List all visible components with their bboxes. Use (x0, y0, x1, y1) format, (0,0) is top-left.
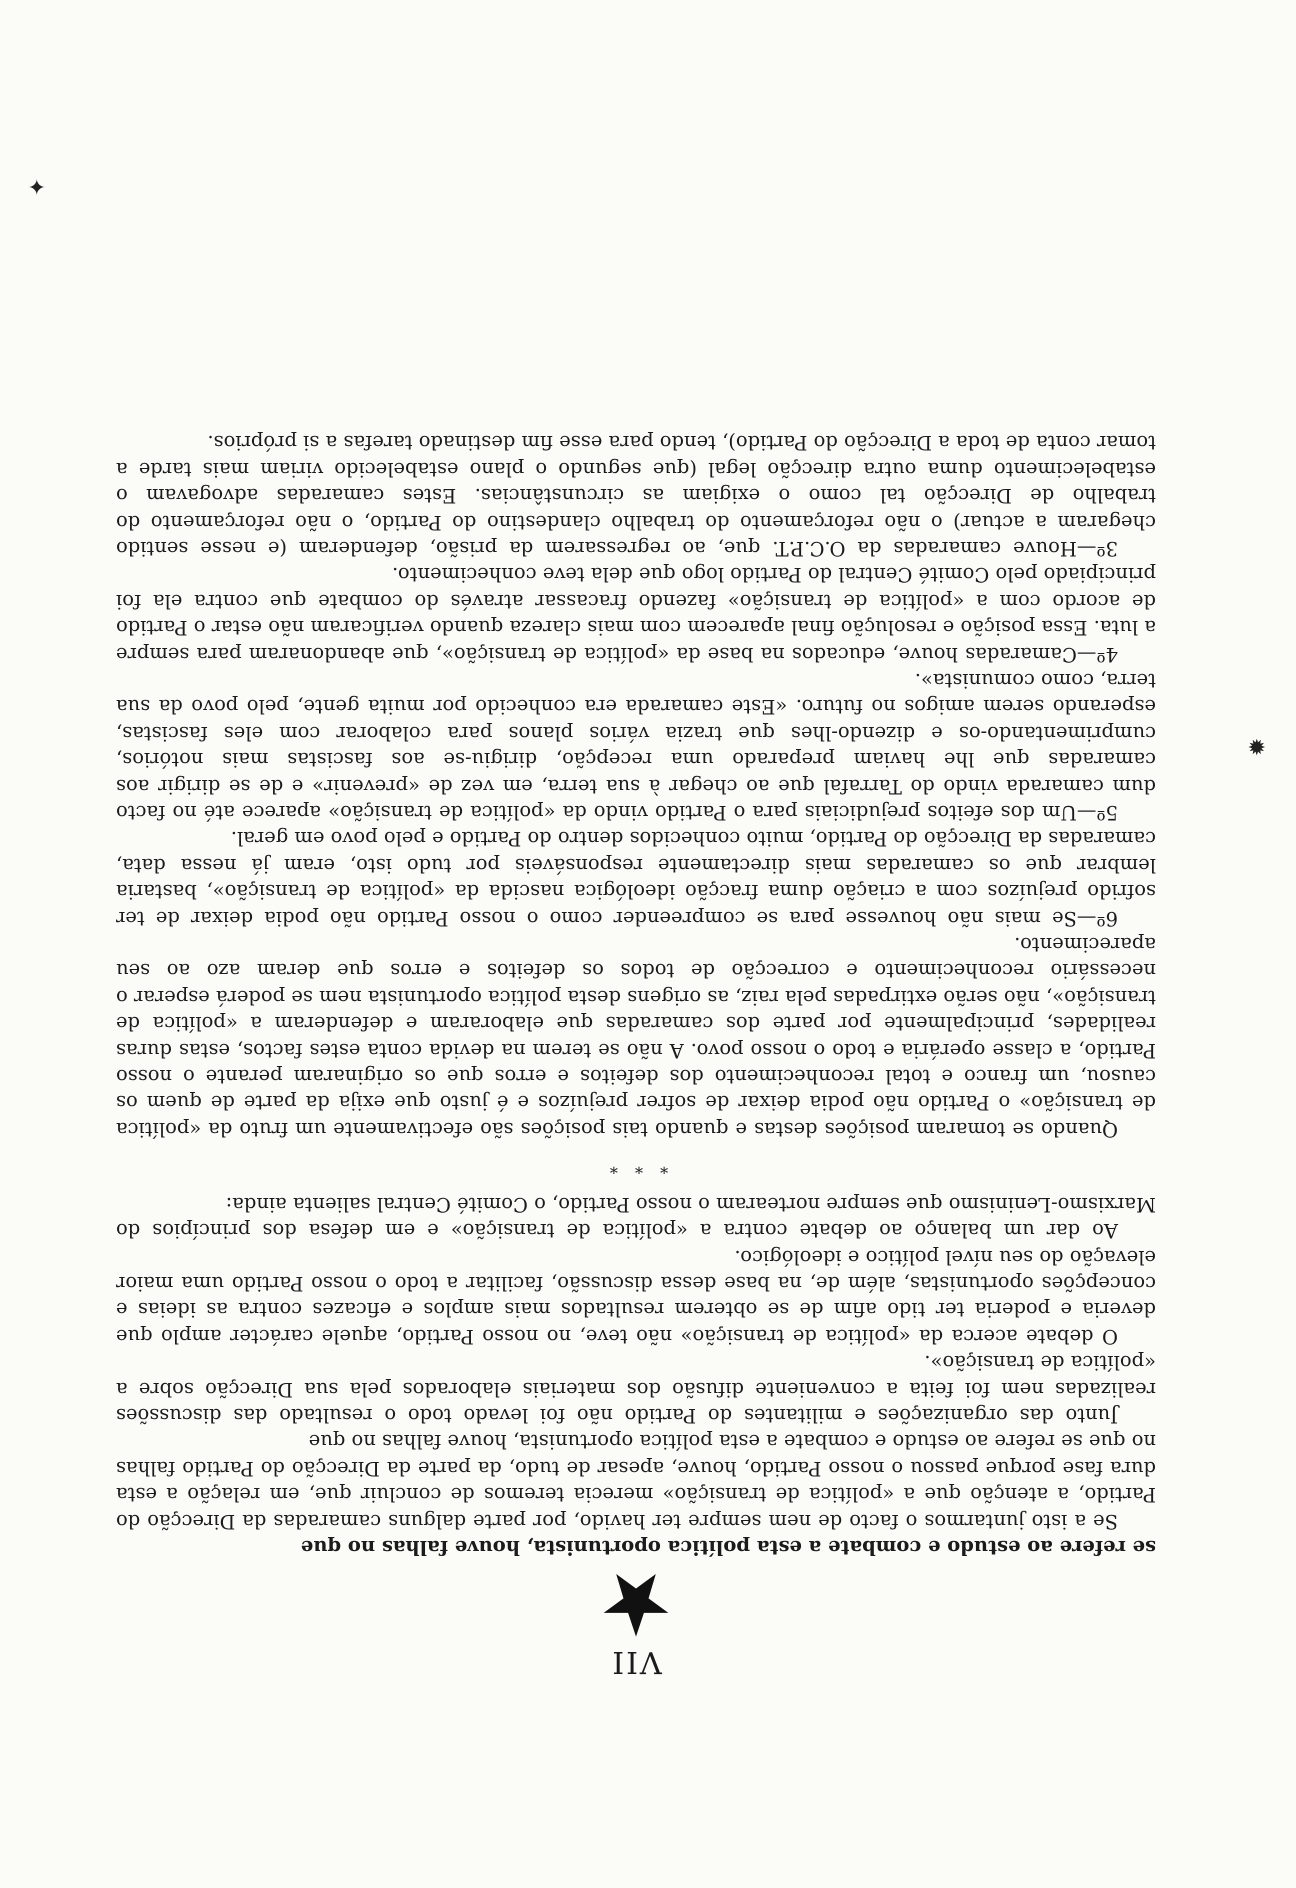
paragraph-6: 6º—Se mais não houvesse para se compreender como o nosso Partido não podia deixar de ter sofrido prejuízos com a criação duma fracção ideológica nascida da «política de transição», bastaria lembrar que os camaradas mais directamente responsáveis por tudo isto, eram já nessa data, camaradas da Direcção do Partido, muito conhecidos dentro do Partido e pelo povo em geral. (116, 827, 1156, 930)
section-separator: * * * (603, 1158, 669, 1178)
page-content (116, 429, 1156, 1678)
paragraph-9: 3º—Houve camaradas da O.C.P.T. que, ao regressarem da prisão, defenderam (e nesse sentido chegaram a actuar) o não reforçamento do trabalho clandestino do Partido, o não reforçamento do trabalho de Direcção tal como o exigiam as circunstâncias. Estes camaradas advogavam o estabelecimento duma outra direcção legal (que segundo o plano estabelecido viriam mais tarde a tomar conta de toda a Direcção do Partido), tendo para esse fim destinado tarefas a si próprios. (116, 431, 1156, 560)
paragraph-lead-in: se refere ao estudo e combate a esta política oportunista, houve falhas no que (300, 1536, 1156, 1559)
page-speck: ✹ (1247, 733, 1266, 758)
paragraph-3: O debate acerca da «política de transição» não teve, no nosso Partido, aquele carácter amplo que deveria e poderia ter tido afim de se obterem resultados mais amplos e eficazes contra as ideias e concepções oportunistas, além de, na base dessa discussão, facilitar a todo o nosso Partido uma maior elevação do seu nível político e ideológico. (116, 1245, 1156, 1348)
paragraph-2: Junto das organizações e militantes do Partido não foi levado todo o resultado das discussões realizadas nem foi feita a conveniente difusão dos materiais elaborados pela sua Direcção sobre a «política de transição». (116, 1351, 1156, 1427)
paragraph-1: Se a isto juntarmos o facto de nem sempre ter havido, por parte dalguns camaradas da Direcção do Partido, a atenção que a «política de transição» merecia teremos de concluir que, em relação a esta dura fase porque passou o nosso Partido, houve, apesar de tudo, da parte da Direcção do Partido falhas no que se refere ao estudo e combate a esta política oportunista, houve falhas no que (116, 1430, 1156, 1533)
page-number: VII (610, 1644, 662, 1679)
paragraph-4: Ao dar um balanço ao debate contra a «política de transição» e em defesa dos princípios do Marxismo-Leninismo que sempre nortearam o nosso Partido, o Comité Central salienta ainda: (116, 1192, 1156, 1243)
ornament (116, 1568, 1156, 1638)
page-speck: ✦ (27, 173, 46, 198)
paragraph-8: 4º—Camaradas houve, educados na base da «política de transição», que abandonaram para sempre a luta. Essa posição e resolução final aparecem com mais clareza quando verificaram não estar o Partido de acordo com a «política de transição» fazendo fracassar através do combate que contra ela foi principiado pelo Comité Central do Partido logo que dela teve conhecimento. (116, 563, 1156, 666)
star-icon (603, 1572, 669, 1638)
paragraph-7: 5º—Um dos efeitos prejudiciais para o Partido vindo da «política de transição» aparece até no facto dum camarada vindo do Tarrafal que ao chegar à sua terra, em vez de «prevenir» e de se dirigir aos camaradas que lhe haviam preparado uma recepção, dirigiu-se aos fascistas mais notórios, cumprimentando-os e dizendo-lhes que trazia vários planos para colaborar com eles fascistas, esperando serem amigos no futuro. «Este camarada era conhecido por muita gente, pelo povo da sua terra, como comunista». (116, 669, 1156, 825)
paragraph-5: Quando se tomaram posições destas e quando tais posições são efectivamente um fruto da «política de transição» o Partido não podia deixar de sofrer prejuízos e é justo que exija da parte de quem os causou, um franco e total reconhecimento dos defeitos e erros que os originaram perante o nosso Partido, a classe operária e todo o nosso povo. A não se terem na devida conta estes factos, estas duras realidades, principalmente por parte dos camaradas que elaboraram e defenderam a «política de transição», não serão extirpadas pela raiz, as origens desta política oportunista nem se poderá esperar o necessário reconhecimento e correcção de todos os defeitos e erros que deram azo ao seu aparecimento. (115, 933, 1156, 1141)
